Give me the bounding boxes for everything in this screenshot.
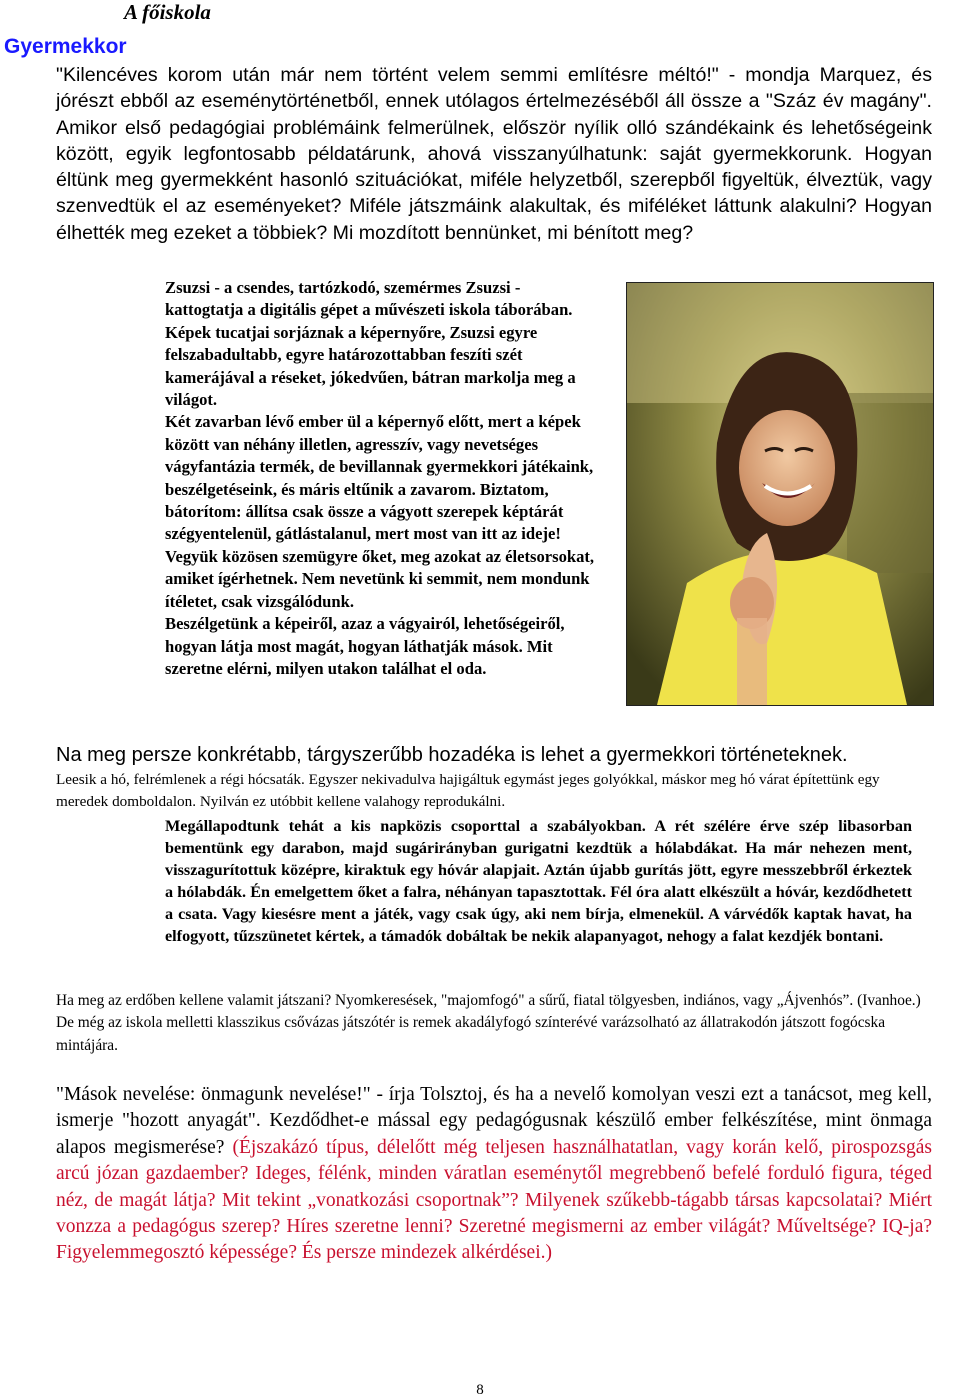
self-knowledge-questions: (Éjszakázó típus, délelőtt még teljesen használhatatlan, vagy korán kelő, pirospozsgás arcú józan gazdaember? Ideges, félénk, minden váratlan eseménytől megrebbenő befelé forduló figura, téged néz, de magát látja? Mit tekint „vonatkozási csoportnak”? Milyenek szűkebb-tágabb társas kapcsolatai? Miért vonzza a pedagógus szerep? Híres szeretne lenni? Szeretné megismerni az ember világát? Műveltsége? IQ-ja? Figyelemmegosztó képessége? És persze mindezek alkérdései.) <box>56 1136 933 1264</box>
zsuzsi-paragraph-3: Beszélgetünk a képeiről, azaz a vágyairól, lehetőségeiről, hogyan látja most magát, hogyan láthatják mások. Mit szeretne elérni, milyen utakon találhat el oda. <box>165 614 565 678</box>
tolstoy-quote-text: "Mások nevelése: önmagunk nevelése!" - írja Tolsztoj, és ha a nevelő komolyan veszi ezt a tanácsot, meg kell, ismerje "hozott anyagát". Kezdődhet-e mással egy pedagógusnak készülő ember felkészítése, mint önmaga alapos megismerése? <box>56 1084 932 1158</box>
zsuzsi-column <box>165 277 597 680</box>
tolstoy-paragraph <box>56 1082 932 1267</box>
section-title: Gyermekkor <box>4 35 127 58</box>
intro-paragraph <box>56 62 932 246</box>
snow-castle-text: Megállapodtunk tehát a kis napközis csoporttal a szabályokban. A rét szélére érve szép libasorban bementünk egy darabon, majd sugárirányban gurigatni kezdtük a hólabdákat. Ha már nehezen ment, visszagurítottuk középre, kiraktuk egy hóvár alapjait. Aztán újabb gurítás jött, egyre messzebbről érkeztek a hólabdák. Én emelgettem őket a falra, néhányan tapasztottak. Fél óra alatt elkészült a hóvár, kezdődhetett a csata. Vagy kiesésre ment a játék, vagy csak úgy, aki nem bírja, elmenekül. A várvédők kaptak havat, ha elfogyott, tűzszünetet kértek, a támadók dobáltak be nekik alapanyagot, nehogy a falat kezdjék bontani. <box>165 817 912 945</box>
snow-castle-rules <box>165 815 912 947</box>
concrete-benefits-line: Na meg persze konkrétabb, tárgyszerűbb hozadéka is lehet a gyermekkori történeteknek. <box>56 744 848 766</box>
forest-games-paragraph <box>56 990 932 1057</box>
tolstoy-text <box>56 1082 932 1267</box>
photo-girl-laughing <box>626 282 934 706</box>
zsuzsi-paragraph-2: Két zavarban lévő ember ül a képernyő előtt, mert a képek között van néhány illetlen, agresszív, vagy nevetséges vágyfantázia termék, de bevillannak gyermekkori játékaink, beszélgetéseink, és máris eltűnik a zavarom. Biztatom, bátorítom: állítsa csak össze a vágyott szerepek képtárát szégyentelenül, gátlástalanul, mert most van itt az ideje! Vegyük közösen szemügyre őket, meg azokat az életsorsokat, amiket ígérhetnek. Nem nevetünk ki semmit, nem mondunk ítéletet, csak vizsgálódunk. <box>165 412 595 611</box>
snowball-text: Leesik a hó, felrémlenek a régi hócsaták. Egyszer nekivadulva hajigáltuk egymást jeges golyókkal, máskor meg hó várat építettünk egy meredek domboldalon. Nyilván ez utóbbit kellene valahogy reprodukálni. <box>56 771 880 810</box>
intro-text: "Kilencéves korom után már nem történt velem semmi említésre méltó!" - mondja Marquez, és jórészt ebből az eseménytörténetből, ennek utólagos értelmezéséből áll össze a "Száz év magány". Amikor első pedagógiai problémáink felmerülnek, először nyílik olló szándékaink és lehetőségeink között, egyik legfontosabb példatárunk, ahová visszanyúlhatunk: saját gyermekkorunk. Hogyan éltünk meg gyermekként hasonló szituációkat, miféle helyzetből, szerepből figyeltük, élveztük, vagy szenvedtük el az eseményeket? Miféle játszmáink alakultak, és miféléket láttunk alakulni? Hogyan élhették meg ezeket a többiek? Mi mozdított bennünket, mi bénított meg? <box>56 64 932 244</box>
forest-games-text: Ha meg az erdőben kellene valamit játszani? Nyomkeresések, "majomfogó" a sűrű, fiatal tölgyesben, indiános, vagy „Ájvenhós”. (Ivanhoe.) De még az iskola melletti klasszikus csővázas játszótér is remek akadályfogó színterévé varázsolható az állatrakodón játszott fogócska mintájára. <box>56 992 921 1054</box>
snowball-paragraph <box>56 769 932 813</box>
page-header-title: A főiskola <box>124 0 211 24</box>
zsuzsi-paragraph-1: Zsuzsi - a csendes, tartózkodó, szemérmes Zsuzsi - kattogtatja a digitális gépet a művészeti iskola táborában. Képek tucatjai sorjáznak a képernyőre, Zsuzsi egyre felszabadultabb, egyre határozottabban feszíti szét kamerájával a réseket, jókedvűen, bátran markolja meg a világot. <box>165 278 576 410</box>
page-number: 8 <box>476 1382 484 1398</box>
